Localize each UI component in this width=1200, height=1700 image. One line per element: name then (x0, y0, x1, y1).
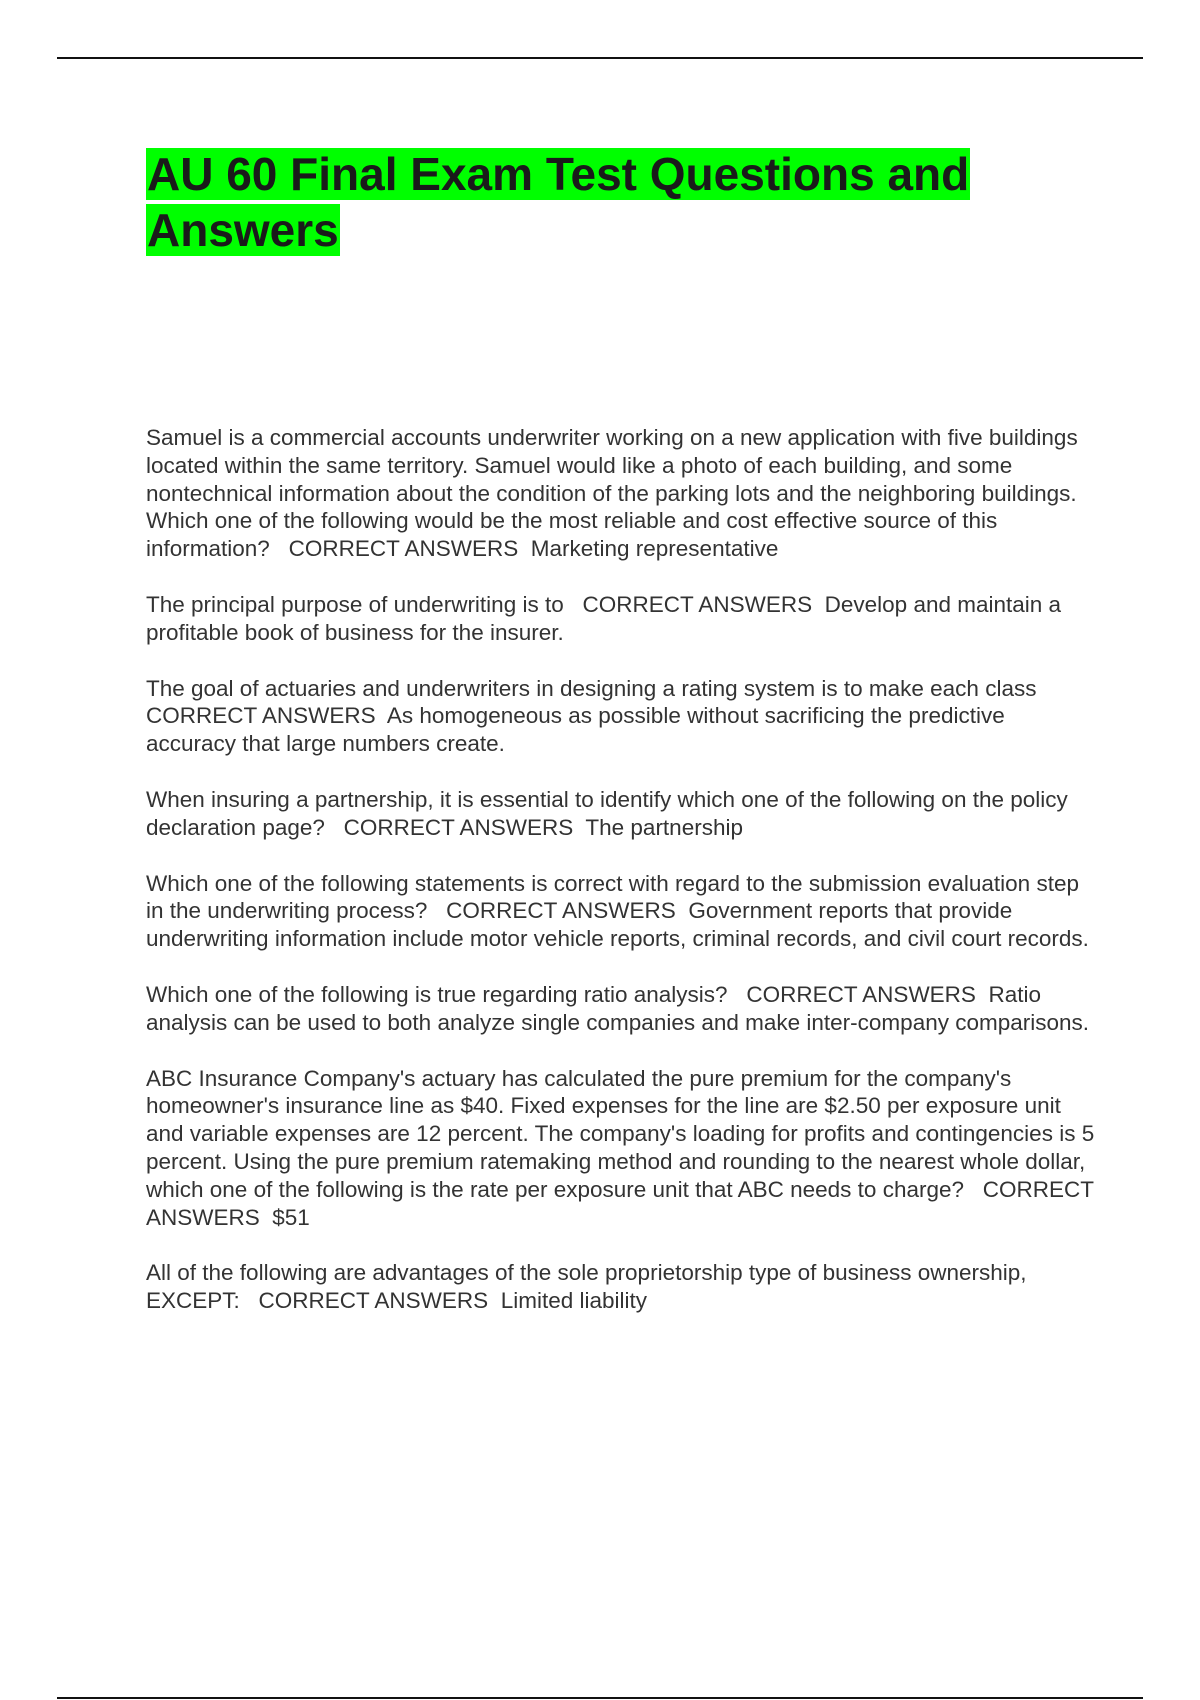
answer-marker: CORRECT ANSWERS (258, 1288, 489, 1314)
answer-marker: CORRECT ANSWERS (582, 591, 813, 617)
qa-item (146, 1065, 1101, 1232)
question-text: All of the following are advantages of the sole proprietorship type of business ownership, EXCEPT: (146, 1260, 1033, 1314)
answer-marker: CORRECT ANSWERS (146, 703, 376, 729)
bottom-rule (57, 1697, 1143, 1699)
top-rule (57, 57, 1143, 59)
answer-text: Government reports that provide underwriting information include motor vehicle reports, criminal records, and civil court records. (146, 898, 1089, 952)
question-text: Which one of the following statements is correct with regard to the submission evaluation step in the underwriting process? (146, 870, 1086, 924)
question-text: The goal of actuaries and underwriters in designing a rating system is to make each class (146, 675, 1037, 701)
qa-item (146, 424, 1096, 563)
qa-item (146, 981, 1096, 1037)
question-text: Samuel is a commercial accounts underwriter working on a new application with five buildings located within the same territory. Samuel would like a photo of each building, and some nontechnical information about the condition of the parking lots and the neighboring buildings. Which one of the following would be the most reliable and cost effective source of this information? (146, 425, 1084, 562)
question-text: ABC Insurance Company's actuary has calculated the pure premium for the company's homeowner's insurance line as $40. Fixed expenses for the line are $2.50 per exposure unit and variable expenses are 12 percent. The company's loading for profits and contingencies is 5 percent. Using the pure premium ratemaking method and rounding to the nearest whole dollar, which one of the following is the rate per exposure unit that ABC needs to charge? (146, 1065, 1101, 1202)
document-title-text: AU 60 Final Exam Test Questions and Answers (147, 148, 970, 256)
answer-text: As homogeneous as possible without sacrificing the predictive accuracy that large numbers create. (146, 703, 1011, 757)
qa-item (146, 675, 1096, 758)
answer-marker: CORRECT ANSWERS (146, 1176, 1099, 1230)
answer-marker: CORRECT ANSWERS (446, 898, 676, 924)
answer-text: Limited liability (500, 1288, 647, 1314)
qa-list (146, 424, 1101, 1343)
answer-marker: CORRECT ANSWERS (746, 981, 976, 1007)
answer-text: Marketing representative (530, 536, 779, 562)
answer-marker: CORRECT ANSWERS (288, 536, 519, 562)
qa-item (146, 870, 1096, 953)
answer-text: Ratio analysis can be used to both analyze single companies and make inter-company comparisons. (146, 981, 1090, 1035)
qa-item (146, 591, 1096, 647)
answer-marker: CORRECT ANSWERS (343, 814, 574, 840)
question-text: When insuring a partnership, it is essential to identify which one of the following on the policy declaration page? (146, 786, 1075, 840)
question-text: Which one of the following is true regarding ratio analysis? (146, 981, 728, 1007)
answer-text: Develop and maintain a profitable book of business for the insurer. (146, 591, 1068, 645)
title-block (146, 146, 1046, 258)
document-title (146, 146, 1046, 258)
answer-text: $51 (272, 1204, 310, 1230)
qa-item (146, 1259, 1096, 1315)
answer-text: The partnership (585, 814, 743, 840)
question-text: The principal purpose of underwriting is to (146, 591, 564, 617)
qa-item (146, 786, 1096, 842)
